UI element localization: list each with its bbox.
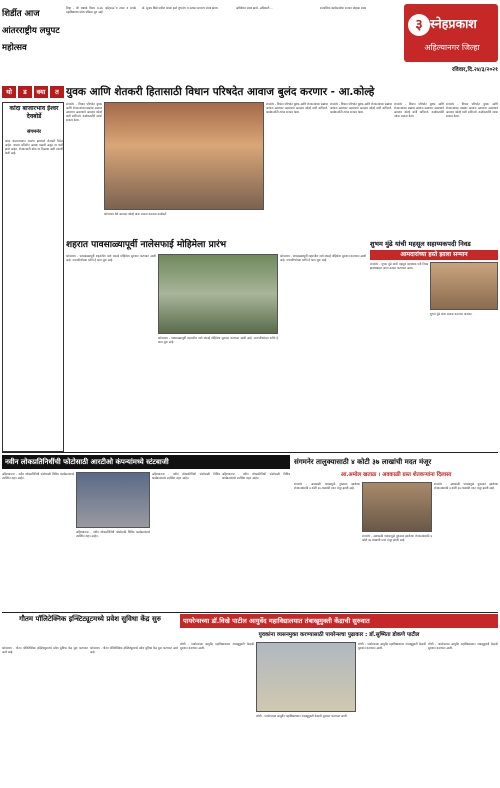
- story5-body: संगमनेर - अवकाळी पावसामुळे नुकसान झालेल्या शेतकऱ्यांसाठी ४ कोटी ३७ लाखांची मदत मंजूर झाली आहे.: [294, 482, 360, 491]
- story5-subhead: आ.अमोल खताळ । अवकाळी ग्रस्त शेतकऱ्यांना दिलासा: [340, 472, 452, 478]
- sidebar-byline: संगमनेर: [26, 129, 41, 135]
- masthead-left-title: शिर्डीत आज आंतरराष्ट्रीय लघुपट महोत्सव: [2, 9, 60, 53]
- main-photo: [104, 102, 264, 210]
- story5-photo: [362, 482, 432, 532]
- story5-body-3: संगमनेर - अवकाळी पावसामुळे नुकसान झालेल्या शेतकऱ्यांसाठी ४ कोटी ३७ लाखांची मदत मंजूर झाली आहे.: [434, 482, 498, 491]
- story6-headline: गौतम पॉलिटेक्निक इन्स्टिट्यूटमध्ये प्रवेश सुविधा केंद्र सुरु: [19, 615, 161, 623]
- story4-headline: नवीन लोकप्रतिनिधींची फोटोसाठी आरटीओ कंपन्यांमध्ये स्टंटबाजी: [5, 458, 169, 466]
- story7-body-2: लोणी - पायरेन्सच्या आयुर्वेद महाविद्यालयात तंबाखूमुक्ती केंद्राची सुरुवात करण्यात आली.: [256, 714, 348, 718]
- logo-name: स्नेहप्रकाश: [430, 16, 477, 31]
- main-body-col1: संगमनेर - विधान परिषदेत युवक आणि शेतकऱ्यांच्या प्रश्नांवर आवाज उठवणार असल्याचे आमदार कोल्हे यांनी सांगितले. कार्यकर्त्यांनी त्यांचा सत्कार केला.: [66, 102, 102, 123]
- sidebar-column: [2, 102, 64, 452]
- story6-body-2: कोपरगाव - गौतम पॉलिटेक्निक इन्स्टिट्यूटमध्ये प्रवेश सुविधा केंद्र सुरू करण्यात आले आहे.: [90, 646, 178, 655]
- story5-headline: संगमनेर तालुक्यासाठी ४ कोटी ३७ लाखांची मदत मंजूर: [294, 458, 432, 466]
- masthead-teaser-4: सामाजिक कार्यकर्त्यांचा सन्मान सोहळा संपन्न: [320, 6, 367, 10]
- main-body-col4: संगमनेर - विधान परिषदेत युवक आणि शेतकऱ्यांच्या प्रश्नांवर आवाज उठवणार असल्याचे आमदार कोल्हे यांनी सांगितले. कार्यकर्त्यांनी त्यांचा सत्कार केला.: [330, 102, 392, 115]
- story4-headline-bar: [2, 455, 290, 469]
- masthead-teaser-2: डॉ. सुजय विखे पाटील यांच्या हस्ते शुभारंभ व सत्कार समारंभ संपन्न झाला.: [142, 6, 219, 10]
- story3-headline: शुभम मुंढे यांची महसूल सहाय्यकपदी निवड: [370, 240, 471, 248]
- tab-1: थो: [2, 86, 16, 98]
- main-photo-caption: कोपरगाव येथे आमदार कोल्हे यांचा सत्कार करताना कार्यकर्ते.: [104, 212, 168, 216]
- story5-body-2: संगमनेर - अवकाळी पावसामुळे नुकसान झालेल्या शेतकऱ्यांसाठी ४ कोटी ३७ लाखांची मदत मंजूर झाली आहे.: [362, 534, 432, 543]
- story4-body-3: अहिल्यानगर - नवीन लोकप्रतिनिधी फोटोसाठी विविध कार्यक्रमांमध्ये उपस्थित राहत आहेत.: [152, 472, 220, 481]
- story2-headline: शहरात पावसाळ्यापूर्वी नालेसफाई मोहिमेला प्रारंभ: [66, 240, 227, 250]
- story7-photo: [256, 642, 356, 712]
- story3-photo: [430, 262, 498, 310]
- story7-body-3: लोणी - पायरेन्सच्या आयुर्वेद महाविद्यालयात तंबाखूमुक्ती केंद्राची सुरुवात करण्यात आली.: [358, 642, 426, 651]
- story4-body: अहिल्यानगर - नवीन लोकप्रतिनिधी फोटोसाठी विविध कार्यक्रमांमध्ये उपस्थित राहत आहेत.: [2, 472, 74, 481]
- main-body-col3: संगमनेर - विधान परिषदेत युवक आणि शेतकऱ्यांच्या प्रश्नांवर आवाज उठवणार असल्याचे आमदार कोल्हे यांनी सांगितले. कार्यकर्त्यांनी त्यांचा सत्कार केला.: [266, 102, 328, 115]
- story7-body: लोणी - पायरेन्सच्या आयुर्वेद महाविद्यालयात तंबाखूमुक्ती केंद्राची सुरुवात करण्यात आली.: [180, 642, 254, 651]
- main-headline: युवक आणि शेतकरी हितासाठी विधान परिषदेत आवाज बुलंद करणार - आ.कोल्हे: [66, 86, 375, 98]
- story3-subhead: आमदारांच्या हस्ते झाला सन्मान: [370, 250, 498, 260]
- section-tabs: [2, 86, 64, 98]
- story2-body: कोपरगाव - पावसाळ्यापूर्वी शहरातील नाले सफाई मोहिमेला सुरुवात करण्यात आली आहे. नगरपरिषदेच्या वतीने हे काम सुरू आहे.: [66, 254, 156, 263]
- tab-2: ड: [18, 86, 32, 98]
- story7-subhead: युवकांना व्यसनमुक्त करण्यासाठी पायरेन्सचा पुढाकार : डॉ.सुष्मिता डोकणे पाटील: [258, 632, 420, 638]
- story7-headline-bar: [180, 614, 498, 628]
- main-body-col5: संगमनेर - विधान परिषदेत युवक आणि शेतकऱ्यांच्या प्रश्नांवर आवाज उठवणार असल्याचे आमदार कोल्हे यांनी सांगितले. कार्यकर्त्यांनी त्यांचा सत्कार केला.: [394, 102, 444, 119]
- logo-number-badge: ३: [408, 14, 430, 36]
- story7-body-4: लोणी - पायरेन्सच्या आयुर्वेद महाविद्यालयात तंबाखूमुक्ती केंद्राची सुरुवात करण्यात आली.: [428, 642, 498, 651]
- story4-body-4: अहिल्यानगर - नवीन लोकप्रतिनिधी फोटोसाठी विविध कार्यक्रमांमध्ये उपस्थित राहत आहेत.: [222, 472, 290, 481]
- masthead-teaser-3: अधिवेशन संपन्न झाले, अधिकारी ...: [236, 6, 274, 10]
- divider-1: [2, 452, 498, 453]
- logo-subtitle: अहिल्यानगर जिल्हा: [424, 43, 480, 52]
- tab-3: क्या: [34, 86, 48, 98]
- main-body-col6: संगमनेर - विधान परिषदेत युवक आणि शेतकऱ्यांच्या प्रश्नांवर आवाज उठवणार असल्याचे आमदार कोल्हे यांनी सांगितले. कार्यकर्त्यांनी त्यांचा सत्कार केला.: [446, 102, 498, 119]
- story4-photo: [76, 472, 150, 528]
- story3-caption: शुभम मुंढे यांचा सत्कार करताना मान्यवर.: [430, 312, 473, 316]
- story2-body-col3: कोपरगाव - पावसाळ्यापूर्वी शहरातील नाले सफाई मोहिमेला सुरुवात करण्यात आली आहे. नगरपरिषदेच्या वतीने हे काम सुरू आहे.: [158, 336, 278, 345]
- masthead: [0, 0, 500, 80]
- sidebar-title: कांदा बाजारभाव ईश्वर देवबोर्डे: [9, 105, 59, 120]
- story4-body-2: अहिल्यानगर - नवीन लोकप्रतिनिधी फोटोसाठी विविध कार्यक्रमांमध्ये उपस्थित राहत आहेत.: [76, 530, 150, 539]
- date-line: रविवार,दि.२४/३/२०२१: [451, 67, 498, 73]
- masthead-teaser-1: लिहा - श्री घन्नवडे विनय य.आ. व्हॉट्सअॅप तयार व संपर्क महाविद्यालय प्रवेश प्रक्रिया सुरु आहे.: [66, 6, 136, 15]
- tab-4: त: [50, 86, 64, 98]
- sidebar-body: कांदा बाजारभावात घसरण झाल्याने शेतकरी चिंतेत आहेत. बाजार समितीत आवक वाढली असून दर कमी झाले आहेत. शेतकऱ्यांनी योग्य दर मिळावा अशी मागणी केली आहे.: [5, 139, 63, 156]
- story6-body: कोपरगाव - गौतम पॉलिटेक्निक इन्स्टिट्यूटमध्ये प्रवेश सुविधा केंद्र सुरू करण्यात आले आहे.: [2, 646, 88, 655]
- story7-headline: पायरेन्सच्या डॉ.विखे पाटील आयुर्वेद महाविद्यालयात तंबाखूमुक्ती केंद्राची सुरुवात: [183, 617, 370, 625]
- story2-photo: [158, 254, 278, 334]
- story3-body: संगमनेर - शुभम मुंढे यांची महसूल सहाय्यक पदी निवड झाल्याबद्दल त्यांचा सत्कार करण्यात आला.: [370, 262, 428, 271]
- divider-2: [2, 612, 498, 613]
- logo: [404, 4, 498, 62]
- story2-body-col4: कोपरगाव - पावसाळ्यापूर्वी शहरातील नाले सफाई मोहिमेला सुरुवात करण्यात आली आहे. नगरपरिषदेच्या वतीने हे काम सुरू आहे.: [280, 254, 366, 263]
